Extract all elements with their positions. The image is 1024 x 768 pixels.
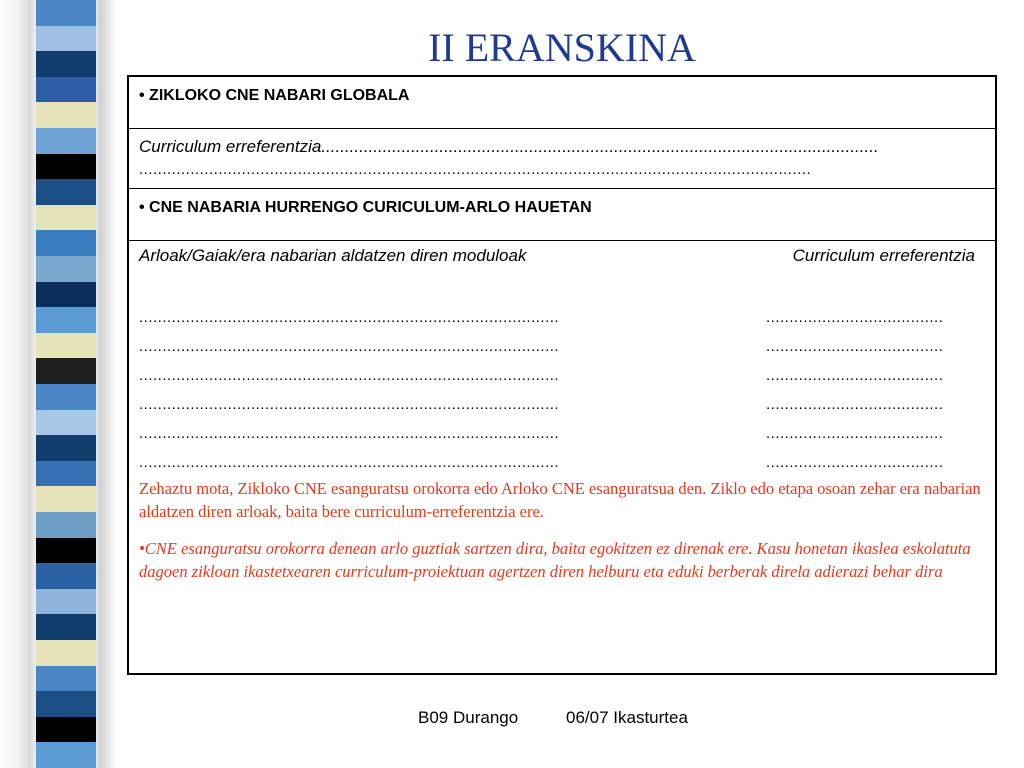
dotted-row [139,454,984,474]
dotted-field-area: .......................................................................................... [139,338,560,355]
dotted-field-reference: ...................................... [766,338,944,355]
instruction-note: Zehaztu mota, Zikloko CNE esanguratsu orokorra edo Arloko CNE esanguratsua den. Ziklo edo etapa osoan zehar era nabarian aldatzen diren arloak, baita bere curriculum-erreferentzia ere. [139,479,981,521]
decorative-stripe [36,666,96,693]
decorative-stripe [36,230,96,257]
dotted-field-area: .......................................................................................... [139,396,560,413]
decorative-stripe [36,512,96,539]
dotted-field-reference: ...................................... [766,396,944,413]
decorative-stripe [36,563,96,590]
decorative-stripe [36,717,96,744]
form-table [127,75,997,675]
column-header-areas: Arloak/Gaiak/era nabarian aldatzen diren moduloak [139,246,527,265]
reference-dotted-line: ................................................................................................................................................ [139,161,812,178]
decorative-stripe [36,0,96,27]
dotted-field-area: .......................................................................................... [139,309,560,326]
dotted-row [139,367,984,387]
decorative-stripe [36,307,96,334]
dotted-field-area: .......................................................................................... [139,367,560,384]
dotted-field-reference: ...................................... [766,425,944,442]
section-curriculum-areas [129,189,995,241]
decorative-stripe [36,154,96,181]
dotted-row [139,396,984,416]
decorative-stripe [36,179,96,206]
footer-school-year: 06/07 Ikasturtea [566,708,688,727]
decorative-stripe [36,282,96,309]
dotted-field-area: .......................................................................................... [139,454,560,471]
section-heading-areas: • CNE NABARIA HURRENGO CURICULUM-ARLO HAUETAN [139,199,592,216]
column-header-reference: Curriculum erreferentzia [792,246,975,265]
dotted-row [139,338,984,358]
section-curriculum-reference [129,129,995,189]
decorative-stripe-band [0,0,118,768]
section-areas-detail [129,241,995,673]
dotted-field-reference: ...................................... [766,454,944,471]
instruction-note-italic: •CNE esanguratsu orokorra denean arlo guztiak sartzen dira, baita egokitzen ez direnak ere. Kasu honetan ikaslea eskolatuta dagoen zikloan ikastetxearen curriculum-proiektuan agertzen diren helburu eta eduki berberak direla adierazi behar dira [139,539,971,581]
decorative-stripe [36,102,96,129]
decorative-stripe [36,742,96,768]
dotted-row [139,309,984,329]
page-title: II ERANSKINA [428,25,696,70]
decorative-stripe [36,256,96,283]
dotted-field-reference: ...................................... [766,367,944,384]
decorative-stripe [36,486,96,513]
decorative-stripe [36,410,96,437]
dotted-row [139,425,984,445]
decorative-stripe [36,614,96,641]
reference-line: Curriculum erreferentzia...................................................................................................................... [139,137,879,156]
decorative-stripe [36,333,96,360]
dotted-field-area: .......................................................................................... [139,425,560,442]
dotted-field-reference: ...................................... [766,309,944,326]
decorative-stripe [36,77,96,104]
decorative-stripe [36,640,96,667]
decorative-stripe [36,384,96,411]
decorative-stripe [36,435,96,462]
decorative-stripe [36,538,96,565]
decorative-stripe [36,358,96,385]
decorative-stripe [36,589,96,616]
decorative-stripe [36,205,96,232]
footer-school: B09 Durango [418,708,519,727]
section-global-cne [129,77,995,129]
decorative-stripe [36,128,96,155]
decorative-stripe [36,691,96,718]
decorative-stripe [36,461,96,488]
section-heading-global: • ZIKLOKO CNE NABARI GLOBALA [139,87,410,104]
